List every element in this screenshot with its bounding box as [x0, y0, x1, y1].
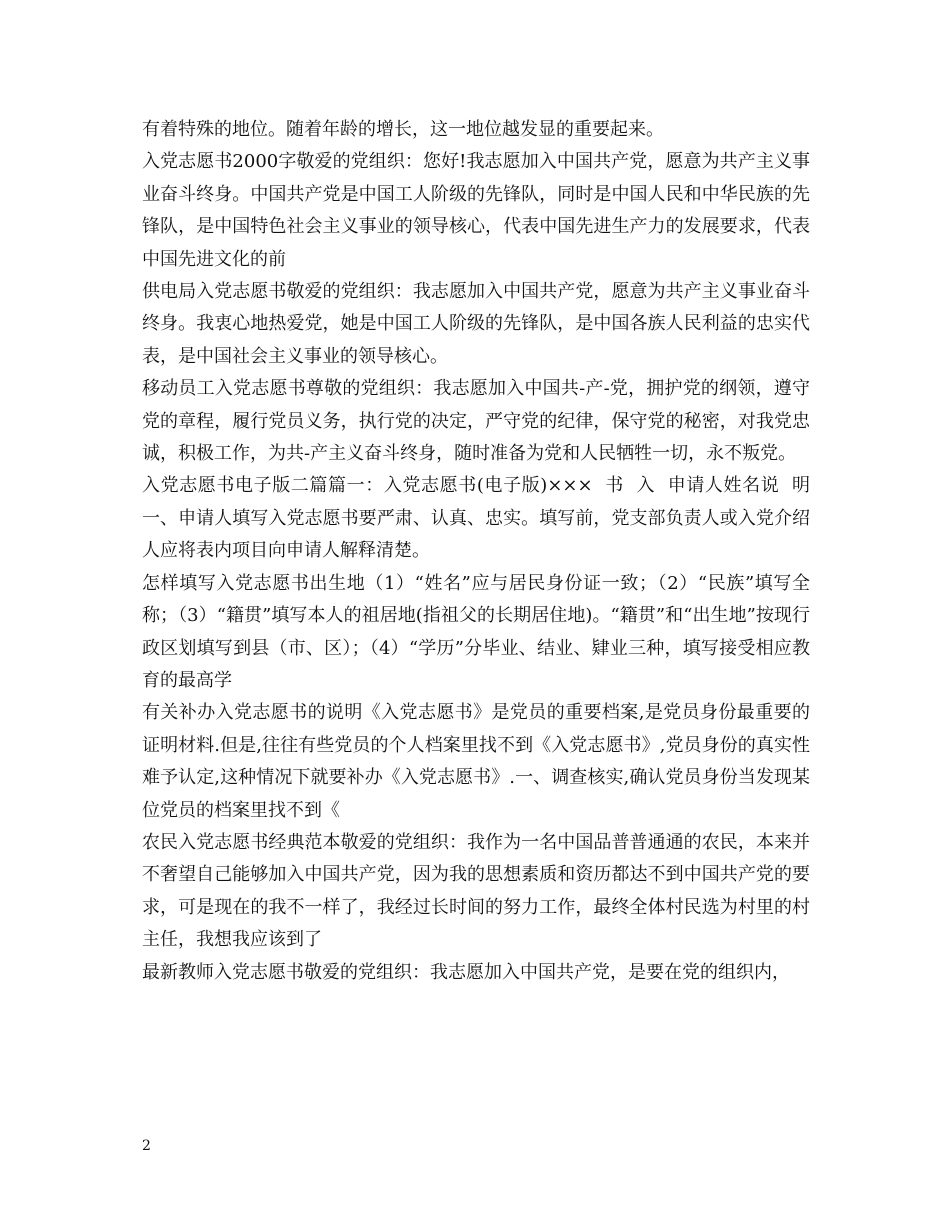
paragraph-8: 农民入党志愿书经典范本敬爱的党组织：我作为一名中国品普普通通的农民，本来并不奢望自己能够加入中国共产党，因为我的思想素质和资历都达不到中国共产党的要求，可是现在的我不一样了，我经过长时间的努力工作，最终全体村民选为村里的村主任，我想我应该到了 [142, 831, 810, 951]
paragraph-3: 供电局入党志愿书敬爱的党组织：我志愿加入中国共产党，愿意为共产主义事业奋斗终身。我衷心地热爱党，她是中国工人阶级的先锋队，是中国各族人民利益的忠实代表，是中国社会主义事业的领导核心。 [142, 281, 810, 367]
paragraph-2: 入党志愿书2000字敬爱的党组织：您好!我志愿加入中国共产党，愿意为共产主义事业奋斗终身。中国共产党是中国工人阶级的先锋队，同时是中国人民和中华民族的先锋队，是中国特色社会主义事业的领导核心，代表中国先进生产力的发展要求，代表中国先进文化的前 [142, 151, 810, 270]
paragraph-6: 怎样填写入党志愿书出生地（1）“姓名”应与居民身份证一致；（2）“民族”填写全称；（3）“籍贯”填写本人的祖居地(指祖父的长期居住地)。“籍贯”和“出生地”按现行政区划填写到县（市、区）；（4）“学历”分毕业、结业、肄业三种，填写接受相应教育的最高学 [142, 572, 810, 691]
paragraph-1: 有着特殊的地位。随着年龄的增长，这一地位越发显的重要起来。 [142, 119, 664, 140]
paragraph-4: 移动员工入党志愿书尊敬的党组织：我志愿加入中国共-产-党，拥护党的纲领，遵守党的章程，履行党员义务，执行党的决定，严守党的纪律，保守党的秘密，对我党忠诚，积极工作，为共-产主义奋斗终身，随时准备为党和人民牺牲一切，永不叛党。 [142, 378, 810, 465]
page-number: 2 [142, 1138, 151, 1154]
paragraph-9: 最新教师入党志愿书敬爱的党组织：我志愿加入中国共产党，是要在党的组织内， [142, 961, 790, 983]
document-body [142, 114, 810, 989]
paragraph-7: 有关补办入党志愿书的说明《入党志愿书》是党员的重要档案,是党员身份最重要的证明材料.但是,往往有些党员的个人档案里找不到《入党志愿书》,党员身份的真实性难予认定,这种情况下就要补办《入党志愿书》.一、调查核实,确认党员身份当发现某位党员的档案里找不到《 [142, 702, 810, 821]
paragraph-5: 入党志愿书电子版二篇篇一：入党志愿书(电子版)××× 书 入 申请人姓名说 明一、申请人填写入党志愿书要严肃、认真、忠实。填写前，党支部负责人或入党介绍人应将表内项目向申请人解释清楚。 [142, 475, 810, 562]
